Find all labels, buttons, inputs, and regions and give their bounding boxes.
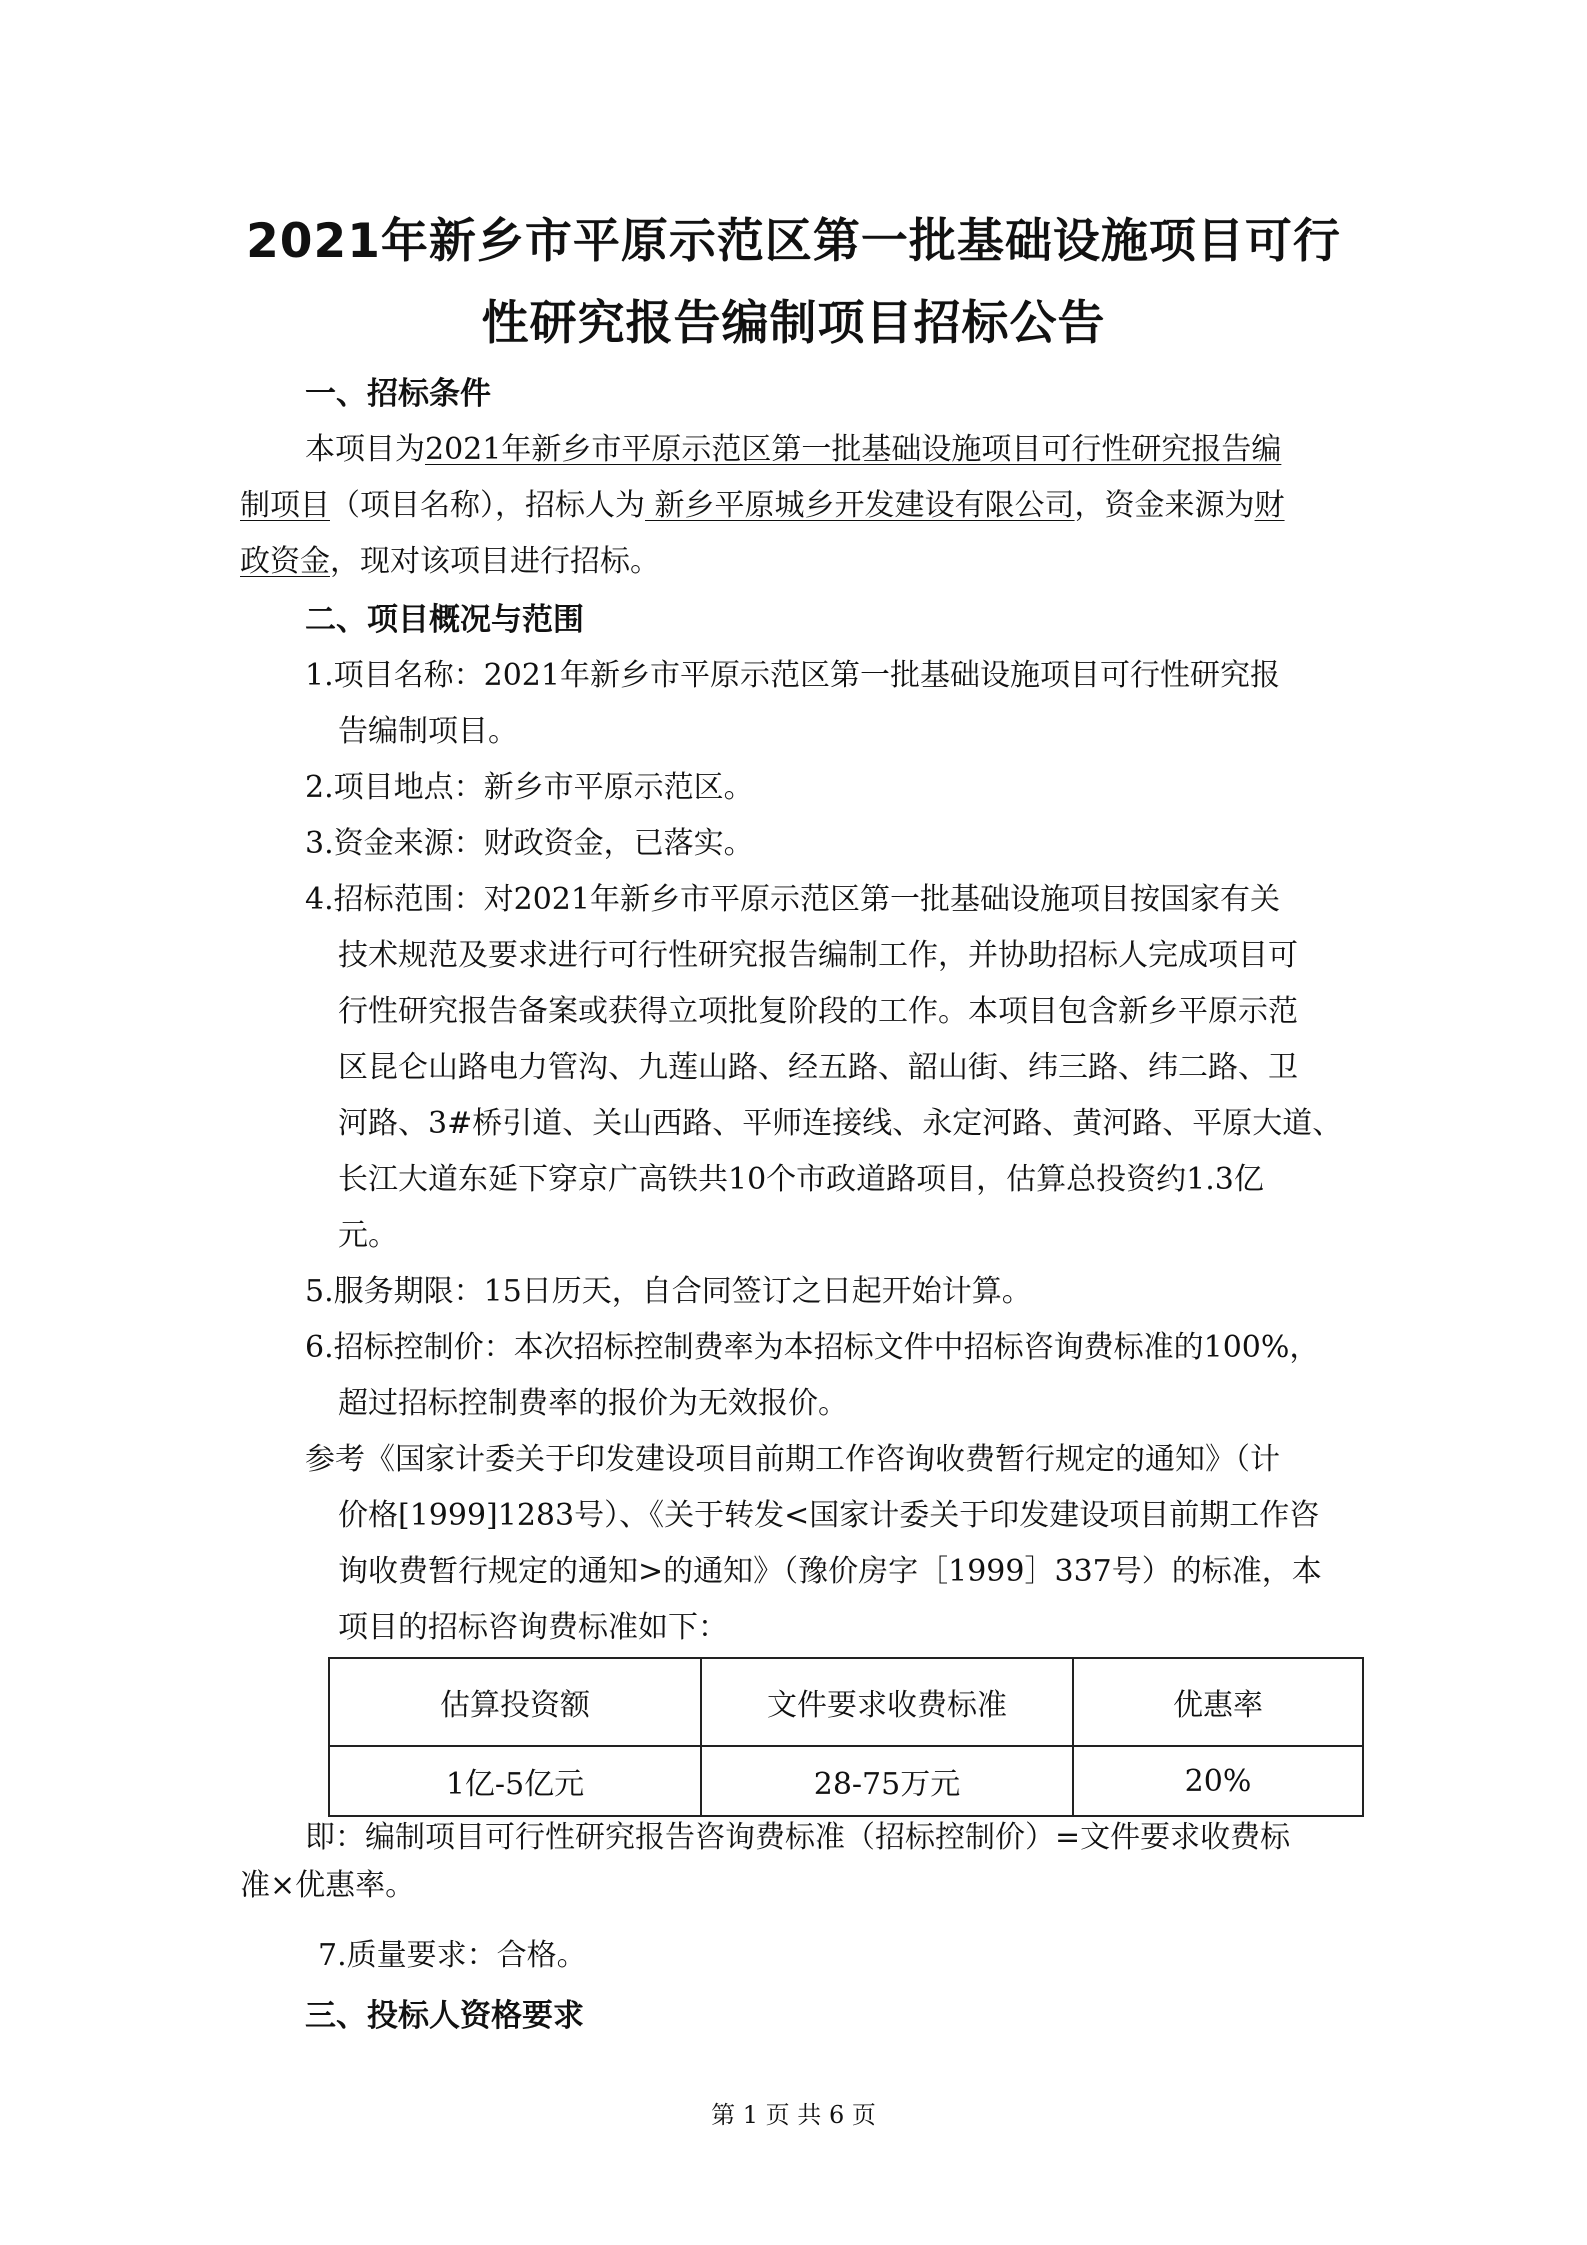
item-4-line-4: 区昆仑山路电力管沟、九莲山路、经五路、韶山街、纬三路、纬二路、卫 [338, 1050, 1298, 1085]
page-number-footer: 第 1 页 共 6 页 [711, 2101, 876, 2129]
project-name-continued: 制项目 [240, 488, 330, 523]
item-4-line-3: 行性研究报告备案或获得立项批复阶段的工作。本项目包含新乡平原示范 [338, 994, 1298, 1029]
item-1-line-1: 1.项目名称：2021年新乡市平原示范区第一批基础设施项目可行性研究报 [305, 658, 1280, 693]
table-header-row [329, 1658, 1363, 1746]
section-heading-project-overview: 二、项目概况与范围 [305, 602, 584, 638]
table-cell-fee-standard: 28-75万元 [701, 1746, 1073, 1816]
tender-conditions-text: ，现对该项目进行招标。 [330, 544, 660, 579]
consulting-fee-table [328, 1657, 1364, 1817]
table-header-estimated-investment: 估算投资额 [329, 1658, 701, 1746]
table-cell-estimated-investment: 1亿-5亿元 [329, 1746, 701, 1816]
document-title-line-2: 性研究报告编制项目招标公告 [481, 296, 1106, 351]
fund-source-continued: 政资金 [240, 544, 330, 579]
item-3: 3.资金来源：财政资金，已落实。 [305, 826, 754, 861]
reference-line-1: 参考《国家计委关于印发建设项目前期工作咨询收费暂行规定的通知》（计 [305, 1442, 1280, 1477]
reference-line-3: 询收费暂行规定的通知>的通知》（豫价房字［1999］337号）的标准，本 [338, 1554, 1322, 1589]
item-4-line-2: 技术规范及要求进行可行性研究报告编制工作，并协助招标人完成项目可 [338, 938, 1298, 973]
item-1-line-2: 告编制项目。 [338, 714, 518, 749]
reference-line-2: 价格[1999]1283号）、《关于转发<国家计委关于印发建设项目前期工作咨 [338, 1498, 1320, 1533]
item-4-line-1: 4.招标范围：对2021年新乡市平原示范区第一批基础设施项目按国家有关 [305, 882, 1280, 917]
document-title-line-1: 2021年新乡市平原示范区第一批基础设施项目可行 [246, 214, 1341, 269]
section-heading-bidder-qualifications: 三、投标人资格要求 [305, 1998, 584, 2034]
section-heading-tender-conditions: 一、招标条件 [305, 376, 491, 412]
item-4-line-5: 河路、3#桥引道、关山西路、平师连接线、永定河路、黄河路、平原大道、 [338, 1106, 1343, 1141]
tender-conditions-text: （项目名称），招标人为 [330, 488, 645, 523]
tender-conditions-text: ，资金来源为 [1074, 488, 1255, 523]
table-header-discount-rate: 优惠率 [1073, 1658, 1363, 1746]
tender-conditions-line-3 [240, 542, 660, 582]
fund-source: 财 [1254, 488, 1285, 523]
item-4-line-7: 元。 [338, 1218, 398, 1253]
item-6-line-1: 6.招标控制价：本次招标控制费率为本招标文件中招标咨询费标准的100%， [305, 1330, 1320, 1365]
item-6-line-2: 超过招标控制费率的报价为无效报价。 [338, 1386, 848, 1421]
tender-conditions-line-2 [240, 486, 1285, 526]
formula-line-2: 准×优惠率。 [240, 1868, 416, 1903]
project-name: 2021年新乡市平原示范区第一批基础设施项目可行性研究报告编 [425, 432, 1282, 467]
table-header-fee-standard: 文件要求收费标准 [701, 1658, 1073, 1746]
item-2: 2.项目地点：新乡市平原示范区。 [305, 770, 754, 805]
item-5: 5.服务期限：15日历天，自合同签订之日起开始计算。 [305, 1274, 1032, 1309]
reference-line-4: 项目的招标咨询费标准如下： [338, 1610, 728, 1645]
tender-conditions-line-1 [305, 430, 1281, 470]
item-4-line-6: 长江大道东延下穿京广高铁共10个市政道路项目，估算总投资约1.3亿 [338, 1162, 1264, 1197]
table-cell-discount-rate: 20% [1073, 1746, 1363, 1816]
formula-line-1: 即：编制项目可行性研究报告咨询费标准（招标控制价）=文件要求收费标 [305, 1820, 1291, 1855]
table-row [329, 1746, 1363, 1816]
tender-conditions-text: 本项目为 [305, 432, 425, 467]
tenderer-name: 新乡平原城乡开发建设有限公司 [645, 488, 1075, 523]
item-7: 7.质量要求：合格。 [318, 1938, 587, 1973]
